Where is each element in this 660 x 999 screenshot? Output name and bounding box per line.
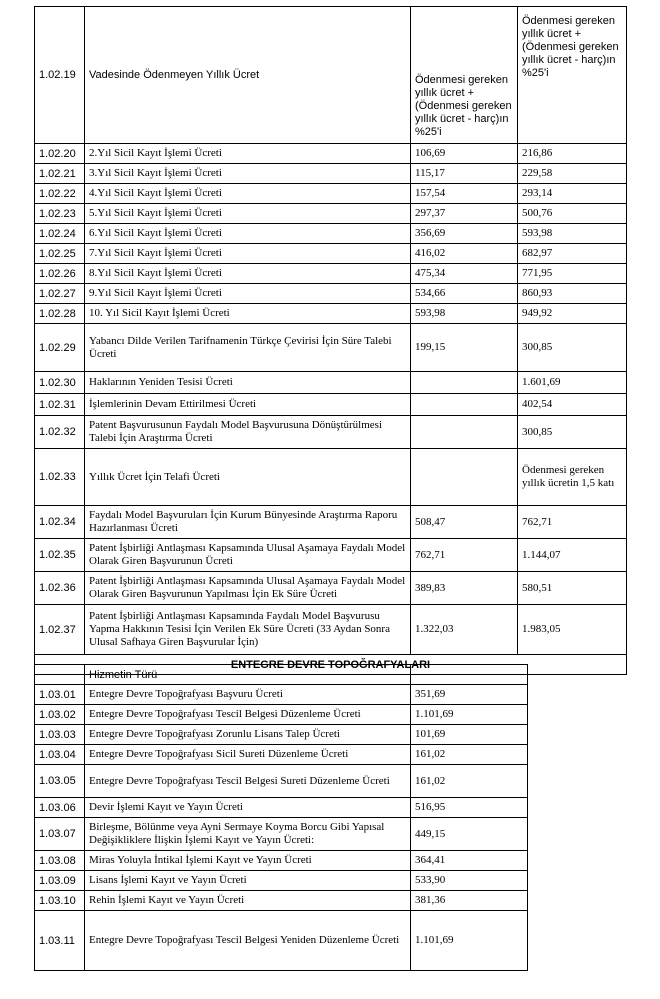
fee-code: 1.03.03: [35, 725, 85, 745]
fee-value-col1: 1.101,69: [411, 705, 528, 725]
fee-description: Vadesinde Ödenmeyen Yıllık Ücret: [85, 7, 411, 144]
fee-value-col2: 216,86: [518, 144, 627, 164]
table-row: [35, 324, 627, 372]
fee-description: 9.Yıl Sicil Kayıt İşlemi Ücreti: [85, 284, 411, 304]
section-title: ENTEGRE DEVRE TOPOĞRAFYALARI: [35, 655, 627, 675]
fee-value-col2: 402,54: [518, 394, 627, 416]
fee-value-col1: 381,36: [411, 891, 528, 911]
fee-value-col1: 449,15: [411, 818, 528, 851]
fee-description: 6.Yıl Sicil Kayıt İşlemi Ücreti: [85, 224, 411, 244]
fee-description: Lisans İşlemi Kayıt ve Yayın Ücreti: [85, 871, 411, 891]
fee-code: 1.03.10: [35, 891, 85, 911]
fee-value-col1: 516,95: [411, 798, 528, 818]
fee-description: Patent İşbirliği Antlaşması Kapsamında Ulusal Aşamaya Faydalı Model Olarak Giren Başvurunun Ücreti: [85, 539, 411, 572]
fee-code: 1.02.25: [35, 244, 85, 264]
fee-code: 1.02.35: [35, 539, 85, 572]
fee-description: Patent Başvurusunun Faydalı Model Başvurusuna Dönüştürülmesi Talebi İçin Araştırma Ücreti: [85, 416, 411, 449]
fee-value-col2: 593,98: [518, 224, 627, 244]
fee-value-col1: 534,66: [411, 284, 518, 304]
fee-value-col2: Ödenmesi gereken yıllık ücret + (Ödenmesi gereken yıllık ücret - harç)ın %25'i: [518, 7, 627, 144]
table-row: [35, 605, 627, 655]
fee-code: 1.02.22: [35, 184, 85, 204]
fee-value-col2: 300,85: [518, 324, 627, 372]
fee-description: Yabancı Dilde Verilen Tarifnamenin Türkçe Çevirisi İçin Süre Talebi Ücreti: [85, 324, 411, 372]
table-row: [35, 204, 627, 224]
table-row: [35, 725, 528, 745]
fee-code: 1.03.09: [35, 871, 85, 891]
fee-code: 1.03.04: [35, 745, 85, 765]
fee-value-col1: 364,41: [411, 851, 528, 871]
table-row: [35, 685, 528, 705]
fee-code: 1.02.24: [35, 224, 85, 244]
fee-code: 1.02.34: [35, 506, 85, 539]
fee-value-col2: 682,97: [518, 244, 627, 264]
fee-code: 1.02.33: [35, 449, 85, 506]
table-row: [35, 765, 528, 798]
fee-description: Rehin İşlemi Kayıt ve Yayın Ücreti: [85, 891, 411, 911]
fee-code: 1.03.08: [35, 851, 85, 871]
table-row: [35, 7, 627, 144]
table-row: [35, 264, 627, 284]
fee-value-col1: [411, 416, 518, 449]
fee-description: Devir İşlemi Kayıt ve Yayın Ücreti: [85, 798, 411, 818]
table-row: [35, 851, 528, 871]
fee-code: 1.02.36: [35, 572, 85, 605]
fee-value-col1: Ödenmesi gereken yıllık ücret + (Ödenmesi gereken yıllık ücret - harç)ın %25'i: [411, 7, 518, 144]
fee-value-col1: 101,69: [411, 725, 528, 745]
table-row: [35, 244, 627, 264]
fee-code: 1.03.11: [35, 911, 85, 971]
fee-code: 1.02.27: [35, 284, 85, 304]
fee-value-col2: Ödenmesi gereken yıllık ücretin 1,5 katı: [518, 449, 627, 506]
fee-code: 1.02.26: [35, 264, 85, 284]
fee-value-col1: [411, 394, 518, 416]
table-row: [35, 416, 627, 449]
fee-value-col1: 356,69: [411, 224, 518, 244]
fee-code: 1.02.37: [35, 605, 85, 655]
fee-value-col1: 106,69: [411, 144, 518, 164]
fee-code: 1.03.07: [35, 818, 85, 851]
fee-description: 5.Yıl Sicil Kayıt İşlemi Ücreti: [85, 204, 411, 224]
fee-value-col1: 475,34: [411, 264, 518, 284]
column-header: Hizmetin Türü: [85, 665, 411, 685]
table-row: [35, 224, 627, 244]
fee-value-col1: 762,71: [411, 539, 518, 572]
fee-description: Entegre Devre Topoğrafyası Başvuru Ücreti: [85, 685, 411, 705]
fee-description: 4.Yıl Sicil Kayıt İşlemi Ücreti: [85, 184, 411, 204]
fee-description: Entegre Devre Topoğrafyası Tescil Belgesi Sureti Düzenleme Ücreti: [85, 765, 411, 798]
fee-description: Patent İşbirliği Antlaşması Kapsamında Faydalı Model Başvurusu Yapma Hakkının Tesisi İçin Verilen Ek Süre Ücreti (33 Aydan Sonra Ulusal Safhaya Giren Başvurular İçin): [85, 605, 411, 655]
fee-code: 1.02.28: [35, 304, 85, 324]
table-row: [35, 745, 528, 765]
fee-code: 1.03.02: [35, 705, 85, 725]
fee-value-col2: 229,58: [518, 164, 627, 184]
fee-value-col1: 297,37: [411, 204, 518, 224]
fee-value-col1: 157,54: [411, 184, 518, 204]
fee-value-col1: 416,02: [411, 244, 518, 264]
fee-value-col2: 1.144,07: [518, 539, 627, 572]
fee-code: 1.02.31: [35, 394, 85, 416]
table-row: [35, 705, 528, 725]
table-row: [35, 911, 528, 971]
fee-value-col1: 593,98: [411, 304, 518, 324]
table-row: [35, 284, 627, 304]
fee-description: Haklarının Yeniden Tesisi Ücreti: [85, 372, 411, 394]
table-row: [35, 184, 627, 204]
fee-value-col1: 161,02: [411, 745, 528, 765]
fee-value-col1: 115,17: [411, 164, 518, 184]
fee-value-col2: 949,92: [518, 304, 627, 324]
fee-value-col2: 771,95: [518, 264, 627, 284]
table-row: [35, 304, 627, 324]
fee-description: 3.Yıl Sicil Kayıt İşlemi Ücreti: [85, 164, 411, 184]
fee-code: 1.02.29: [35, 324, 85, 372]
table-row: [35, 539, 627, 572]
fee-value-col1: 533,90: [411, 871, 528, 891]
fee-value-col1: 1.101,69: [411, 911, 528, 971]
fee-value-col2: 762,71: [518, 506, 627, 539]
fee-description: Yıllık Ücret İçin Telafi Ücreti: [85, 449, 411, 506]
fee-value-col2: 500,76: [518, 204, 627, 224]
table-row: [35, 394, 627, 416]
fee-value-col2: 300,85: [518, 416, 627, 449]
table-row: [35, 665, 528, 685]
table-row: [35, 798, 528, 818]
table-row: [35, 572, 627, 605]
fee-value-col2: 293,14: [518, 184, 627, 204]
fee-description: Patent İşbirliği Antlaşması Kapsamında Ulusal Aşamaya Faydalı Model Olarak Giren Başvurunun Yapılması İçin Ek Süre Ücreti: [85, 572, 411, 605]
fee-value-col1: 1.322,03: [411, 605, 518, 655]
fee-value-col2: 1.601,69: [518, 372, 627, 394]
table-row: [35, 449, 627, 506]
fee-value-col1: [411, 665, 528, 685]
fee-code: [35, 665, 85, 685]
fee-description: Entegre Devre Topoğrafyası Tescil Belgesi Düzenleme Ücreti: [85, 705, 411, 725]
fee-code: 1.02.30: [35, 372, 85, 394]
fee-value-col1: 351,69: [411, 685, 528, 705]
fee-code: 1.02.32: [35, 416, 85, 449]
fee-value-col1: [411, 449, 518, 506]
fee-value-col1: 199,15: [411, 324, 518, 372]
fee-value-col1: [411, 372, 518, 394]
fee-description: Faydalı Model Başvuruları İçin Kurum Bünyesinde Araştırma Raporu Hazırlanması Ücreti: [85, 506, 411, 539]
fee-code: 1.03.05: [35, 765, 85, 798]
fee-code: 1.02.21: [35, 164, 85, 184]
fee-description: 8.Yıl Sicil Kayıt İşlemi Ücreti: [85, 264, 411, 284]
table-row: [35, 891, 528, 911]
fee-description: 10. Yıl Sicil Kayıt İşlemi Ücreti: [85, 304, 411, 324]
fee-value-col1: 389,83: [411, 572, 518, 605]
fee-value-col2: 1.983,05: [518, 605, 627, 655]
fee-value-col1: 508,47: [411, 506, 518, 539]
table-row: [35, 871, 528, 891]
fee-code: 1.02.19: [35, 7, 85, 144]
fee-description: 7.Yıl Sicil Kayıt İşlemi Ücreti: [85, 244, 411, 264]
table-row: [35, 144, 627, 164]
fee-value-col1: 161,02: [411, 765, 528, 798]
fee-table-topography: [34, 664, 528, 971]
fee-code: 1.02.20: [35, 144, 85, 164]
fee-description: Miras Yoluyla İntikal İşlemi Kayıt ve Yayın Ücreti: [85, 851, 411, 871]
fee-code: 1.02.23: [35, 204, 85, 224]
table-row: [35, 506, 627, 539]
fee-description: 2.Yıl Sicil Kayıt İşlemi Ücreti: [85, 144, 411, 164]
table-row: [35, 372, 627, 394]
fee-description: Entegre Devre Topoğrafyası Zorunlu Lisans Talep Ücreti: [85, 725, 411, 745]
fee-description: İşlemlerinin Devam Ettirilmesi Ücreti: [85, 394, 411, 416]
fee-description: Birleşme, Bölünme veya Ayni Sermaye Koyma Borcu Gibi Yapısal Değişikliklere İlişkin İşlemi Kayıt ve Yayın Ücreti:: [85, 818, 411, 851]
fee-code: 1.03.01: [35, 685, 85, 705]
fee-table-patent: [34, 6, 627, 675]
fee-code: 1.03.06: [35, 798, 85, 818]
table-row: [35, 164, 627, 184]
fee-description: Entegre Devre Topoğrafyası Tescil Belgesi Yeniden Düzenleme Ücreti: [85, 911, 411, 971]
fee-value-col2: 860,93: [518, 284, 627, 304]
table-row: [35, 818, 528, 851]
fee-description: Entegre Devre Topoğrafyası Sicil Sureti Düzenleme Ücreti: [85, 745, 411, 765]
fee-value-col2: 580,51: [518, 572, 627, 605]
